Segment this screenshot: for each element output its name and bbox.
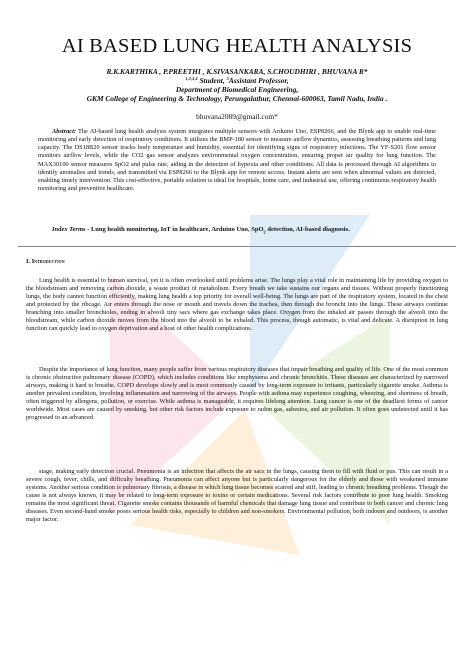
intro-paragraph-3: stage, making early detection crucial. Pneumonia is an infection that affects the air sacs in the lungs, causing them to fill with fluid or pus. This can result in a severe cough, fever, chills, and difficulty breathing. Pneumonia can affect anyone but is particularly dangerous for the elderly and those with weakened immune systems. Another serious condition is pulmonary fibrosis, a disease in which lung tissue becomes scarred and stiff, leading to chronic breathing problems. Though the cause is not always known, it may be related to long-term exposure to toxins or certain medications. Several risk factors contribute to poor lung health. Smoking remains the most significant threat. Cigarette smoke contains thousands of harmful chemicals that damage lung tissue and contribute to both cancer and chronic lung diseases. Even second-hand smoke poses serious health risks, especially to children and non-smokers. Environmental pollution, both indoors and outdoors, is another major factor. [26, 468, 448, 524]
intro-paragraph-2: Despite the importance of lung function, many people suffer from various respiratory diseases that impair breathing and quality of life. One of the most common is chronic obstructive pulmonary disease (COPD), which includes conditions like emphysema and chronic bronchitis. These diseases are characterized by narrowed airways, making it hard to breathe. COPD develops slowly and is most commonly caused by long-term exposure to irritants, particularly cigarette smoke. Asthma is another prevalent condition, involving inflammation and narrowing of the airways. People with asthma may experience coughing, wheezing, and shortness of breath, often triggered by allergens, pollution, or exercise. While asthma is manageable, it requires lifelong attention. Lung cancer is one of the deadliest forms of cancer worldwide. Most cases are caused by smoking, but other risk factors include exposure to radon gas, asbestos, and air pollution. It often goes undetected until it has progressed to an advanced [26, 366, 448, 422]
author-email: bhuvana2089@gmail.com* [196, 112, 278, 121]
section-title: Introduction [31, 258, 65, 265]
affiliation-sup-professor: 5 [226, 76, 229, 81]
abstract-text: The AI-based lung health analysis system integrates multiple sensors with Arduino Uno, ESP8266, and the Blynk app to enable real-time monitoring and early detection of respiratory conditions. It utilizes the BMP-180 sensor to measure airflow dynamics, assessing breathing patterns and lung capacity. The DS18B20 sensor tracks body temperature and humidity, essential for identifying signs of respiratory infections. The YF-S201 flow sensor monitors airflow levels, while the CO2 gas sensor analyzes environmental oxygen concentration, ensuring proper air quality for lung function. The MAX30100 sensor measures SpO2 and pulse rate, aiding in the detection of hypoxia and other conditions. All data is processed through AI algorithms to identify anomalies and trends, and transmitted via ESP8266 to the Blynk app for remote access. Instant alerts are sent when abnormal values are detected, enabling timely intervention. This cost-effective, portable solution is ideal for hospitals, home care, and industrial use, offering continuous respiratory health monitoring and preventive healthcare. [38, 128, 436, 193]
affiliation-role-student: Student, [197, 76, 227, 85]
index-terms [38, 226, 436, 236]
affiliation-role-professor: Assistant Professor, [228, 76, 289, 85]
index-terms-sub: 2 [263, 229, 266, 235]
section-number: I. [26, 258, 32, 265]
intro-paragraph-1: Lung health is essential to human survival, yet it is often overlooked until problems arise. The lungs play a vital role in maintaining life by providing oxygen to the bloodstream and removing carbon dioxide, a waste product of metabolism. Every breath we take sustains our organs and tissues. Without properly functioning lungs, the body cannot function efficiently, making lung health a top priority for overall well-being. The lungs are part of the respiratory system, located in the chest and protected by the ribcage. Air enters through the nose or mouth and travels down the trachea, then through the bronchi into the lungs. These airways continue branching into smaller bronchioles, ending in alveoli tiny sacs where gas exchange takes place. Oxygen from the inhaled air passes through the alveoli into the bloodstream, while carbon dioxide moves from the blood into the alveoli to be exhaled. This process, though automatic, is vital and delicate. A disruption in lung function can quickly lead to oxygen deprivation and a host of other health complications. [26, 277, 448, 333]
index-terms-label: Index Terms [52, 226, 86, 233]
section-heading [26, 258, 65, 266]
abstract-label: Abstract: [52, 128, 76, 135]
index-terms-text-a: - Lung health monitoring, IoT in healthcare, Arduino Uno, SpO [85, 226, 264, 233]
affiliation-department: Department of Biomedical Engineering, [175, 85, 299, 94]
affiliation-institution: GKM College of Engineering & Technology, Perungalathur, Chennai-600063, Tamil Nadu, India . [86, 94, 388, 103]
author-list: R.K.KARTHIKA , P.PREETHI , K.SIVASANKARA, S.CHOUDHIRI , BHUVANA R* [106, 67, 368, 76]
affiliation-sup-students: 1,2,3,4 [185, 76, 198, 81]
section-divider [18, 246, 456, 247]
paper-title: AI BASED LUNG HEALTH ANALYSIS [61, 35, 413, 57]
affiliation-role [0, 76, 474, 85]
abstract [38, 128, 436, 193]
index-terms-text-b: detection, AI-based diagnosis. [265, 226, 350, 233]
